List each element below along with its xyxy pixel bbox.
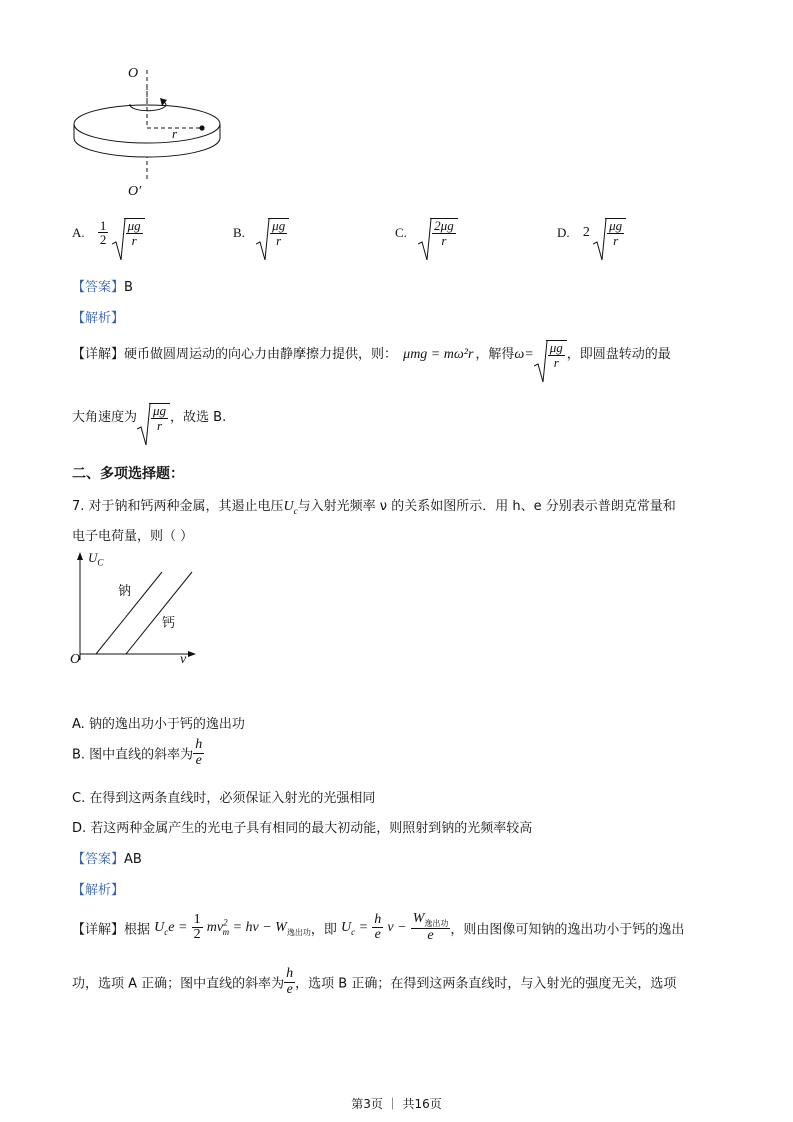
- sqrt: $\frac{\mu g}{r}$: [112, 218, 145, 247]
- formula-2: $U_c$ =: [341, 919, 369, 937]
- page-footer: 第3页 ｜ 共16页: [351, 1097, 442, 1111]
- axis-bottom-label: O′: [128, 184, 142, 199]
- formula-1: $U_ce$ =: [154, 919, 188, 937]
- q7-option-c: C. 在得到这两条直线时，必须保证入射光的光强相同: [72, 791, 376, 806]
- q6-analysis-tag: 【解析】: [72, 311, 125, 326]
- q7-option-b: B. 图中直线的斜率为 $\frac{h}{e}$: [72, 737, 203, 768]
- q7-option-d: D. 若这两种金属产生的光电子具有相同的最大初动能，则照射到钠的光频率较高: [72, 821, 533, 836]
- q7-stem-line1: 7. 对于钠和钙两种金属，其遏止电压$U_c$与入射光频率 ν 的关系如图所示．用 h、e 分别表示普朗克常量和: [72, 499, 676, 516]
- q6-detail-line1: 【详解】硬币做圆周运动的向心力由静摩擦力提供，则： μmg = mω²r ，解得ω= $\frac{\mu g}{r}$ ，即圆盘转动的最: [72, 340, 671, 369]
- radius-label: r: [172, 126, 178, 141]
- q7-option-a: A. 钠的逸出功小于钙的逸出功: [72, 717, 245, 732]
- q7-analysis-tag: 【解析】: [72, 883, 125, 898]
- origin-label: O: [70, 652, 81, 667]
- q7-detail-line1: 【详解】根据 $U_ce$ = $\frac{1}{2}$ $mv^2_m = h\nu - W_{逸出功}$，即 $U_c$ = $\frac{h}{e}$ ν − $\frac{W_{逸出功}}{e}$ ，则由图像可知钠的逸出功小于钙的逸出: [72, 911, 685, 944]
- q7-detail-line2: 功，选项 A 正确；图中直线的斜率为 $\frac{h}{e}$ ，选项 B 正确；在得到这两条直线时，与入射光的强度无关，选项: [72, 966, 677, 997]
- x-axis-label: ν: [180, 652, 187, 667]
- option-c: C. $\frac{2\mu g}{r}$: [395, 218, 458, 247]
- disk-figure: [70, 62, 230, 202]
- axis-top-label: O: [128, 66, 139, 81]
- y-axis-label: $U_C$: [88, 550, 104, 568]
- q6-detail-line2: 大角速度为 $\frac{\mu g}{r}$ ，故选 B.: [72, 403, 226, 432]
- option-b: B. $\frac{\mu g}{r}$: [233, 218, 289, 247]
- q6-answer: 【答案】B: [72, 280, 133, 295]
- uc-nu-graph: [68, 548, 198, 673]
- disk-diagram: [70, 62, 230, 202]
- q7-stem-line2: 电子电荷量，则（ ）: [72, 529, 194, 544]
- option-a: A. $\frac{1}{2}$ $\frac{\mu g}{r}$: [72, 218, 145, 247]
- option-d: D. 2 $\frac{\mu g}{r}$: [557, 218, 626, 247]
- line-label-sodium: 钠: [118, 584, 132, 599]
- uc-symbol: $U_c$: [283, 499, 298, 516]
- section-title: 二、多项选择题：: [72, 466, 184, 482]
- q7-answer: 【答案】AB: [72, 852, 142, 867]
- line-label-calcium: 钙: [162, 616, 176, 631]
